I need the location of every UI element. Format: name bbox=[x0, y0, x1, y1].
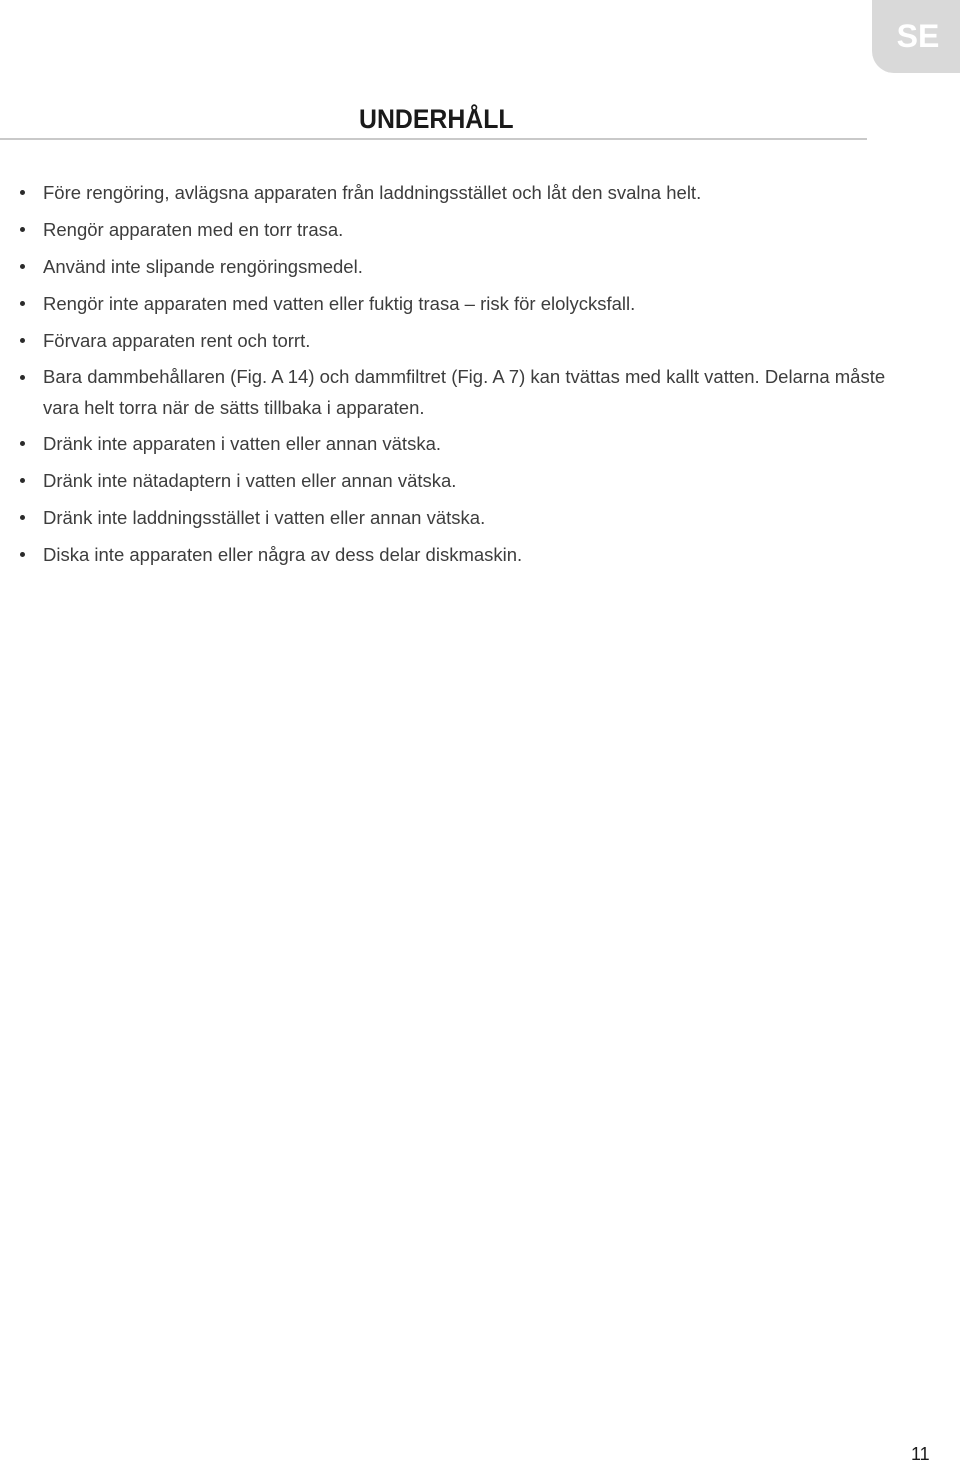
list-item-text: Dränk inte nätadaptern i vatten eller annan vätska. bbox=[43, 470, 457, 491]
language-tab-label: SE bbox=[896, 18, 940, 54]
list-item-text: Bara dammbehållaren (Fig. A 14) och dammfiltret (Fig. A 7) kan tvättas med kallt vatten. Delarna måste vara helt torra när de sätts tillbaka i apparaten. bbox=[43, 366, 886, 418]
bullet-icon bbox=[20, 227, 25, 232]
bullet-icon bbox=[20, 441, 25, 446]
list-item-text: Diska inte apparaten eller några av dess delar diskmaskin. bbox=[43, 544, 523, 565]
list-item bbox=[20, 176, 900, 209]
bullet-icon bbox=[20, 552, 25, 557]
list-item-text: Före rengöring, avlägsna apparaten från laddningsstället och låt den svalna helt. bbox=[43, 182, 702, 203]
list-item-text: Dränk inte apparaten i vatten eller annan vätska. bbox=[43, 433, 441, 454]
bullet-icon bbox=[20, 515, 25, 520]
list-item bbox=[20, 464, 900, 497]
list-item bbox=[20, 250, 900, 283]
title-divider bbox=[0, 138, 867, 140]
bullet-icon bbox=[20, 338, 25, 343]
language-tab bbox=[872, 0, 960, 73]
list-item-text: Rengör apparaten med en torr trasa. bbox=[43, 219, 344, 240]
bullet-icon bbox=[20, 190, 25, 195]
bullet-icon bbox=[20, 375, 25, 380]
bullet-icon bbox=[20, 264, 25, 269]
list-item-text: Dränk inte laddningsstället i vatten eller annan vätska. bbox=[43, 507, 486, 528]
list-item bbox=[20, 287, 900, 320]
list-item-text: Rengör inte apparaten med vatten eller fuktig trasa – risk för elolycksfall. bbox=[43, 293, 636, 314]
maintenance-bullet-list bbox=[20, 176, 900, 575]
list-item bbox=[20, 213, 900, 246]
bullet-icon bbox=[20, 478, 25, 483]
list-item bbox=[20, 324, 900, 357]
list-item-text: Använd inte slipande rengöringsmedel. bbox=[43, 256, 363, 277]
list-item-text: Förvara apparaten rent och torrt. bbox=[43, 330, 311, 351]
page-number: 11 bbox=[911, 1444, 930, 1464]
section-title: UNDERHÅLL bbox=[359, 104, 514, 134]
list-item bbox=[20, 538, 900, 571]
bullet-icon bbox=[20, 301, 25, 306]
list-item bbox=[20, 501, 900, 534]
list-item bbox=[20, 361, 900, 423]
list-item bbox=[20, 427, 900, 460]
